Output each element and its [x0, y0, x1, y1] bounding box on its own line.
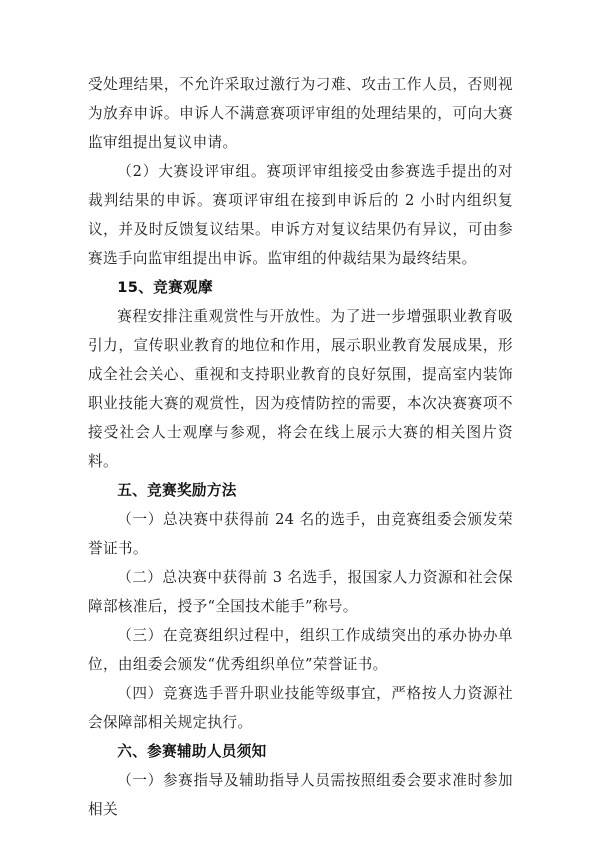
paragraph-appeal-continued: 受处理结果，不允许采取过激行为刁难、攻击工作人员，否则视为放弃申诉。申诉人不满意赛项评审组的处理结果的，可向大赛监审组提出复议申请。 — [88, 76, 513, 151]
paragraph-award-3: （三）在竞赛组织过程中，组织工作成绩突出的承办协办单位，由组委会颁发“优秀组织单位”荣誉证书。 — [88, 627, 513, 673]
paragraph-review-group: （2）大赛设评审组。赛项评审组接受由参赛选手提出的对裁判结果的申诉。赛项评审组在接到申诉后的 2 小时内组织复议，并及时反馈复议结果。申诉方对复议结果仍有异议，可由参赛选手向监审组提出申诉。监审组的仲裁结果为最终结果。 — [88, 163, 513, 267]
paragraph-award-1: （一）总决赛中获得前 24 名的选手，由竞赛组委会颁发荣誉证书。 — [88, 511, 513, 557]
paragraph-award-4: （四）竞赛选手晋升职业技能等级事宜，严格按人力资源社会保障部相关规定执行。 — [88, 685, 513, 731]
paragraph-observation: 赛程安排注重观赏性与开放性。为了进一步增强职业教育吸引力，宣传职业教育的地位和作用，展示职业教育发展成果，形成全社会关心、重视和支持职业教育的良好氛围，提高室内装饰职业技能大赛的观赏性，因为疫情防控的需要，本次决赛赛项不接受社会人士观摩与参观，将会在线上展示大赛的相关图片资料。 — [88, 308, 513, 470]
heading-competition-observation: 15、竞赛观摩 — [117, 279, 213, 296]
paragraph-award-2: （二）总决赛中获得前 3 名选手，报国家人力资源和社会保障部核准后，授予“全国技术能手”称号。 — [88, 569, 513, 615]
document-body — [88, 70, 513, 824]
paragraph-assistant-1: （一）参赛指导及辅助指导人员需按照组委会要求准时参加相关 — [88, 772, 513, 818]
heading-award-methods: 五、竞赛奖励方法 — [117, 482, 237, 499]
heading-assistant-notice: 六、参赛辅助人员须知 — [117, 743, 267, 760]
